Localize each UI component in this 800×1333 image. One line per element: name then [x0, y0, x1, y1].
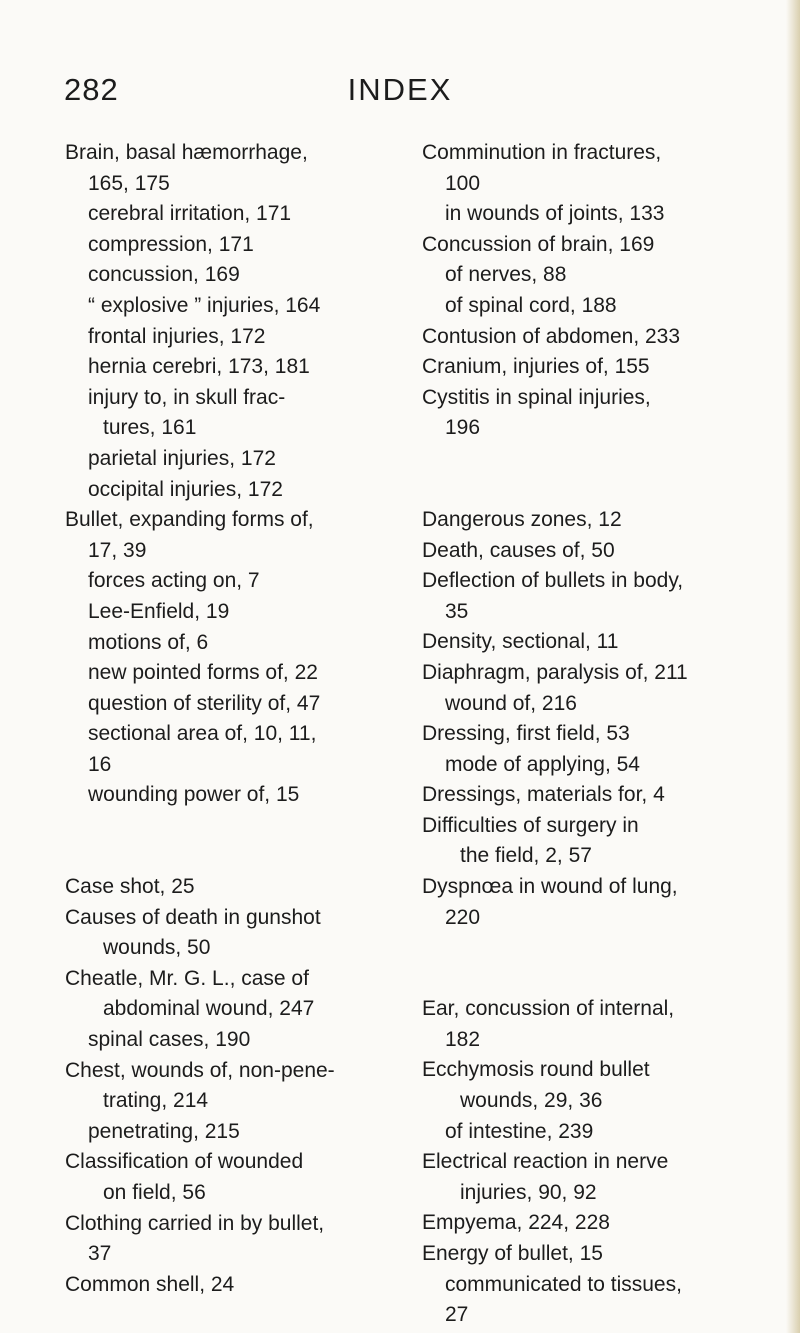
index-entry: Contusion of abdomen, 233 — [422, 324, 681, 348]
index-entry: Ecchymosis round bullet — [422, 1058, 650, 1082]
page-number: 282 — [64, 72, 119, 107]
index-subentry: injuries, 90, 92 — [460, 1180, 597, 1204]
index-subentry: forces acting on, 7 — [88, 569, 260, 593]
index-entry: Classification of wounded — [65, 1150, 304, 1174]
index-subentry: penetrating, 215 — [88, 1119, 240, 1143]
index-subentry: tures, 161 — [103, 416, 197, 440]
index-entry: Dressing, first field, 53 — [422, 722, 630, 746]
index-subentry: abdominal wound, 247 — [103, 997, 315, 1021]
index-subentry: hernia cerebri, 173, 181 — [88, 355, 310, 379]
index-column-left — [65, 138, 395, 1300]
index-entry: Diaphragm, paralysis of, 211 — [422, 660, 688, 684]
index-subentry: injury to, in skull frac- — [88, 385, 286, 409]
index-subentry: frontal injuries, 172 — [88, 324, 266, 348]
index-entry: Electrical reaction in nerve — [422, 1150, 669, 1174]
index-entry: Cranium, injuries of, 155 — [422, 355, 650, 379]
index-entry: Ear, concussion of internal, — [422, 997, 675, 1021]
index-entry: Dangerous zones, 12 — [422, 507, 622, 531]
index-subentry: 35 — [445, 599, 469, 623]
index-subentry: 16 — [88, 752, 112, 776]
index-subentry: mode of applying, 54 — [445, 752, 640, 776]
index-subentry: sectional area of, 10, 11, — [88, 722, 317, 746]
index-entry: Energy of bullet, 15 — [422, 1242, 603, 1265]
index-subentry: new pointed forms of, 22 — [88, 661, 318, 685]
index-entry: Bullet, expanding forms of, — [65, 508, 314, 532]
index-subentry: 17, 39 — [88, 538, 147, 562]
index-subentry: question of sterility of, 47 — [88, 691, 321, 715]
letter-group-separator — [422, 933, 752, 994]
index-subentry: wounds, 50 — [103, 936, 211, 960]
index-entry: Dressings, materials for, 4 — [422, 783, 665, 807]
index-entry: Deflection of bullets in body, — [422, 569, 684, 593]
index-entry: Brain, basal hæmorrhage, — [65, 141, 308, 164]
index-entry: Common shell, 24 — [65, 1272, 235, 1296]
index-subentry: trating, 214 — [103, 1089, 209, 1113]
index-subentry: 37 — [88, 1242, 112, 1266]
index-subentry: 165, 175 — [88, 171, 170, 195]
page-edge — [786, 0, 800, 1333]
letter-group-separator — [422, 444, 752, 505]
index-entry: Difficulties of surgery in — [422, 813, 639, 837]
index-entry: Dyspnœa in wound of lung, — [422, 875, 678, 899]
index-subentry: spinal cases, 190 — [88, 1028, 251, 1052]
letter-group-separator — [65, 811, 395, 872]
index-subentry: motions of, 6 — [88, 630, 209, 654]
index-column-right — [422, 138, 752, 1331]
index-subentry: parietal injuries, 172 — [88, 446, 276, 470]
index-entry: Empyema, 224, 228 — [422, 1211, 610, 1235]
index-subentry: occipital injuries, 172 — [88, 477, 283, 501]
index-subentry: the field, 2, 57 — [460, 844, 592, 868]
index-entry: Concussion of brain, 169 — [422, 232, 655, 256]
index-subentry: on field, 56 — [103, 1181, 206, 1204]
index-subentry: wound of, 216 — [445, 691, 577, 715]
index-subentry: compression, 171 — [88, 232, 254, 256]
index-entry: Cheatle, Mr. G. L., case of — [65, 966, 309, 990]
index-subentry: 196 — [445, 416, 481, 440]
index-subentry: “ explosive ” injuries, 164 — [88, 293, 321, 317]
index-entry: Clothing carried in by bullet, — [65, 1211, 325, 1235]
index-entry: Causes of death in gunshot — [65, 905, 321, 929]
index-subentry: wounding power of, 15 — [88, 783, 300, 807]
page-title: INDEX — [347, 72, 453, 107]
index-letter-group — [422, 505, 752, 933]
index-letter-group — [65, 872, 395, 1300]
index-subentry: 100 — [445, 171, 481, 195]
index-subentry: Lee-Enfield, 19 — [88, 599, 230, 623]
index-entry: Death, causes of, 50 — [422, 538, 615, 562]
index-entry: Cystitis in spinal injuries, — [422, 385, 651, 409]
index-entry: Comminution in fractures, — [422, 141, 662, 164]
index-entry: Chest, wounds of, non-pene- — [65, 1058, 335, 1082]
index-subentry: 220 — [445, 905, 481, 929]
index-subentry: 27 — [445, 1303, 469, 1327]
index-letter-group — [65, 138, 395, 811]
index-subentry: of nerves, 88 — [445, 263, 567, 287]
index-entry: Density, sectional, 11 — [422, 630, 619, 654]
index-letter-group — [422, 994, 752, 1331]
index-subentry: cerebral irritation, 171 — [88, 202, 292, 226]
index-subentry: communicated to tissues, — [445, 1272, 682, 1296]
index-subentry: concussion, 169 — [88, 263, 240, 287]
index-subentry: wounds, 29, 36 — [460, 1089, 603, 1113]
index-entry: Case shot, 25 — [65, 875, 195, 899]
index-subentry: of intestine, 239 — [445, 1119, 594, 1143]
index-letter-group — [422, 138, 752, 444]
index-subentry: in wounds of joints, 133 — [445, 202, 665, 226]
index-subentry: 182 — [445, 1027, 481, 1051]
index-subentry: of spinal cord, 188 — [445, 293, 617, 317]
